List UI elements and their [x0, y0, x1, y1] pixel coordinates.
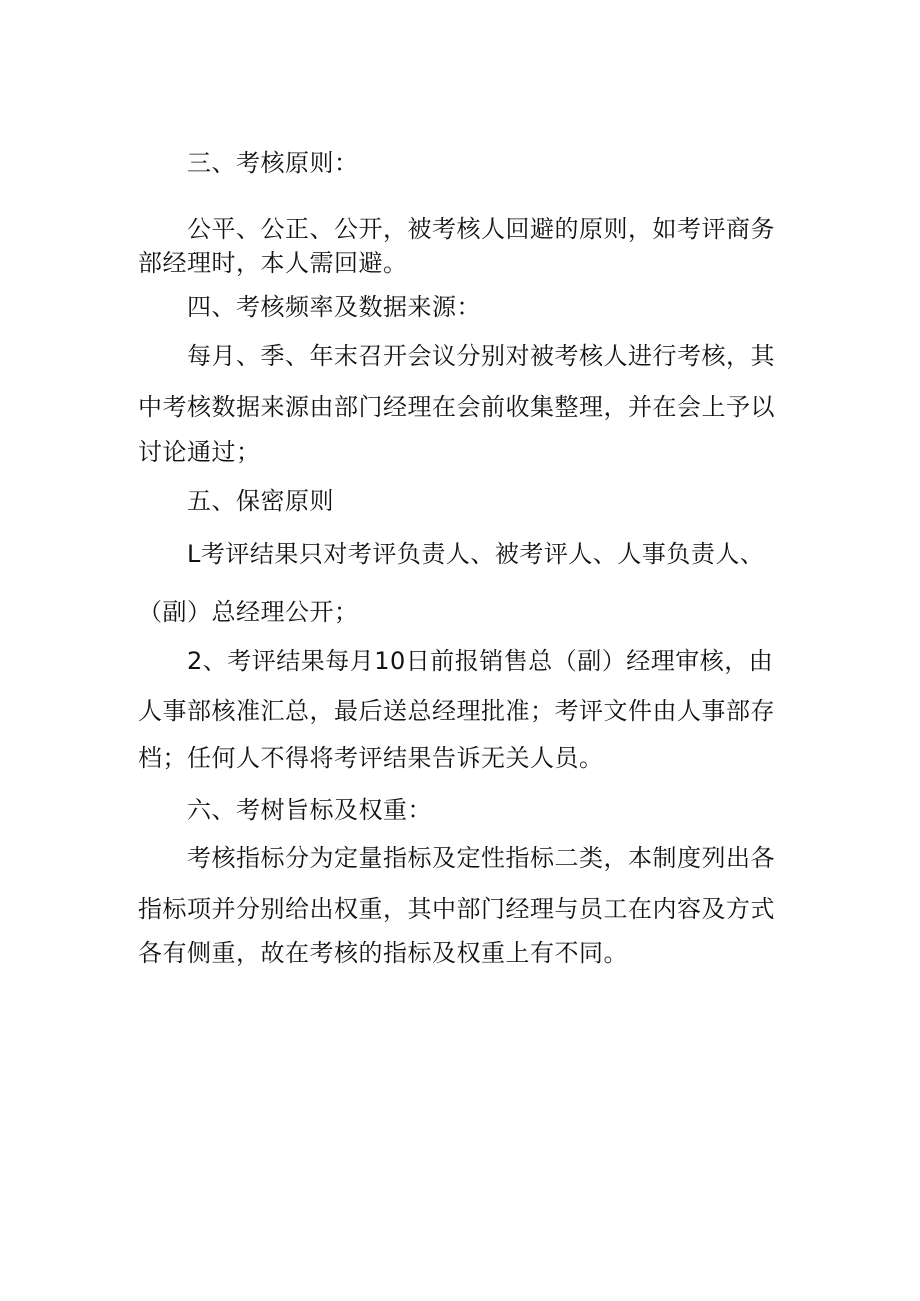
- paragraph-line: 人事部核准汇总，最后送总经理批准；考评文件由人事部存: [138, 697, 775, 725]
- paragraph-line: 每月、季、年末召开会议分别对被考核人进行考核，其: [187, 342, 775, 370]
- heading-section-3: 三、考核原则：: [187, 149, 359, 177]
- paragraph-line: L考评结果只对考评负责人、被考评人、人事负责人、: [187, 540, 765, 568]
- paragraph-line: （副）总经理公开；: [138, 598, 359, 626]
- paragraph-line: 公平、公正、公开，被考核人回避的原则，如考评商务: [187, 215, 775, 243]
- heading-section-6: 六、考树旨标及权重：: [187, 796, 432, 824]
- paragraph-line: 各有侧重，故在考核的指标及权重上有不同。: [138, 939, 628, 967]
- paragraph-line: 讨论通过；: [138, 438, 261, 466]
- paragraph-line: 指标项并分别给出权重，其中部门经理与员工在内容及方式: [138, 895, 775, 923]
- paragraph-line: 部经理时，本人需回避。: [138, 249, 408, 277]
- heading-section-4: 四、考核频率及数据来源：: [187, 293, 481, 321]
- paragraph-line: 中考核数据来源由部门经理在会前收集整理，并在会上予以: [138, 393, 775, 421]
- paragraph-line: 考核指标分为定量指标及定性指标二类，本制度列出各: [187, 844, 775, 872]
- paragraph-line: 档；任何人不得将考评结果告诉无关人员。: [138, 744, 604, 772]
- heading-section-5: 五、保密原则: [187, 487, 334, 515]
- paragraph-line: 2、考评结果每月10日前报销售总（副）经理审核，由: [187, 647, 774, 675]
